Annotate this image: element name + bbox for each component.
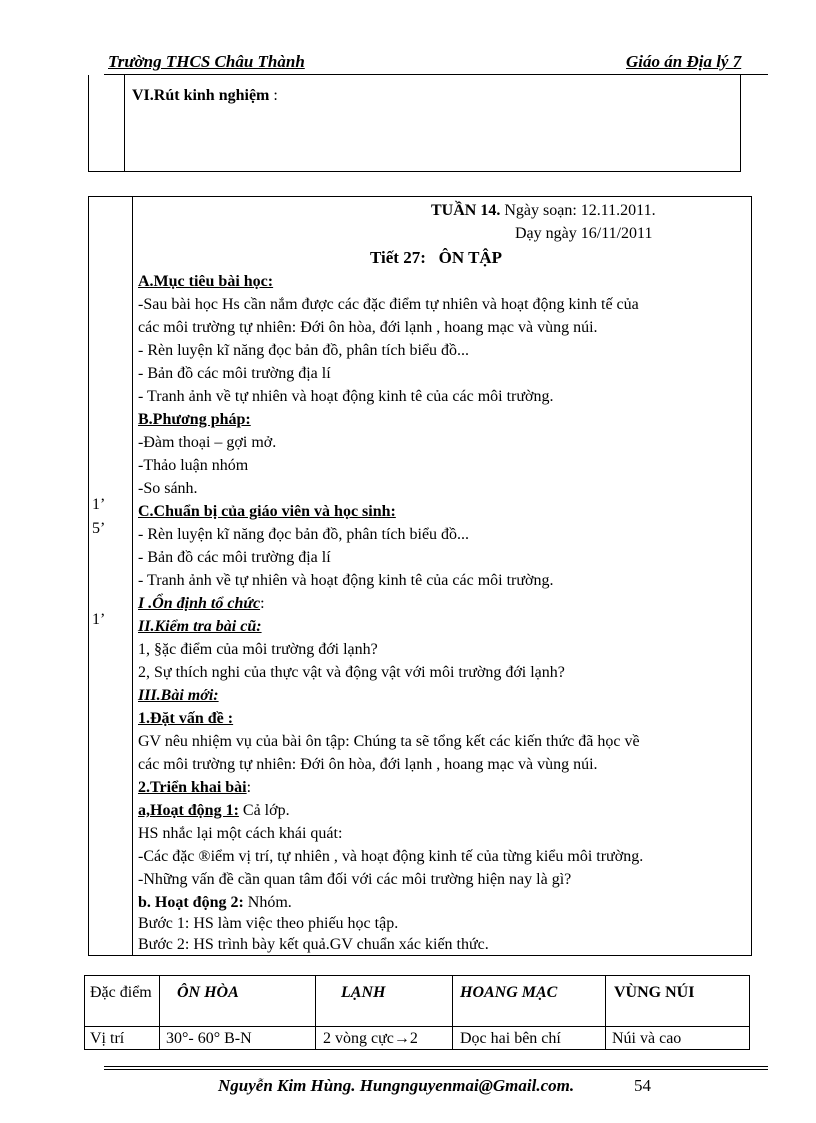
section-a-title: A.Mục tiêu bài học: — [138, 273, 274, 290]
section-b-line: -Thảo luận nhóm — [138, 457, 249, 474]
section-a-line: - Rèn luyện kĩ năng đọc bản đồ, phân tích biểu đồ... — [138, 342, 470, 359]
table-header-cell: HOANG MẠC — [460, 984, 558, 1001]
lesson-divider — [132, 196, 133, 956]
teach-date: Dạy ngày 16/11/2011 — [515, 225, 653, 242]
table-cell: 2 vòng cực→2 — [323, 1030, 418, 1047]
section-ii-title: II.Kiểm tra bài cũ: — [138, 618, 262, 635]
section-a-line: - Tranh ảnh về tự nhiên và hoạt động kinh tê của các môi trường. — [138, 388, 554, 405]
table-cell: Vị trí — [90, 1030, 125, 1047]
table-cell: Dọc hai bên chí — [460, 1030, 561, 1047]
period-line: Tiết 27: ÔN TẬP — [370, 248, 503, 267]
table-col-divider — [452, 975, 453, 1050]
section-c-line: - Rèn luyện kĩ năng đọc bản đồ, phân tích biểu đồ... — [138, 526, 470, 543]
section-ii-line: 1, §ặc điểm của môi trường đới lạnh? — [138, 641, 378, 658]
section-c-title: C.Chuẩn bị của giáo viên và học sinh: — [138, 503, 396, 520]
footer-author: Nguyễn Kim Hùng. Hungnguyenmai@Gmail.com. — [218, 1076, 575, 1095]
table-col-divider — [159, 975, 160, 1050]
activity-2-title: b. Hoạt động 2: Nhóm. — [138, 894, 292, 911]
section-iii-title: III.Bài mới: — [138, 687, 219, 704]
subject-title: Giáo án Địa lý 7 — [626, 52, 742, 71]
subsection-2-title: 2.Triển khai bài: — [138, 779, 252, 796]
section-a-line: - Bản đồ các môi trường địa lí — [138, 365, 331, 382]
time-mark: 5’ — [92, 520, 106, 537]
footer-rule — [104, 1069, 768, 1070]
table-row-divider — [84, 1026, 750, 1027]
section-c-line: - Bản đồ các môi trường địa lí — [138, 549, 331, 566]
activity-1-title: a,Hoạt động 1: Cả lớp. — [138, 802, 290, 819]
subsection-1-line: các môi trường tự nhiên: Đới ôn hòa, đới lạnh , hoang mạc và vùng núi. — [138, 756, 598, 773]
section-c-line: - Tranh ảnh về tự nhiên và hoạt động kinh tê của các môi trường. — [138, 572, 554, 589]
week-line: TUẦN 14. Ngày soạn: 12.11.2011. — [431, 202, 656, 219]
section-a-line: các môi trường tự nhiên: Đới ôn hòa, đới lạnh , hoang mạc và vùng núi. — [138, 319, 598, 336]
prev-section-title: VI.Rút kinh nghiệm : — [132, 87, 278, 104]
activity-2-line: Bước 2: HS trình bày kết quả.GV chuẩn xác kiến thức. — [138, 936, 489, 953]
time-mark: 1’ — [92, 496, 106, 513]
section-i-title: I .Ổn định tổ chức: — [138, 595, 265, 612]
footer-rule — [104, 1066, 768, 1067]
table-cell: Núi và cao — [612, 1030, 682, 1047]
table-cell: 30°- 60° B-N — [166, 1030, 252, 1047]
section-b-line: -So sánh. — [138, 480, 198, 497]
table-header-cell: VÙNG NÚI — [614, 984, 695, 1001]
activity-1-line: -Các đặc ®iểm vị trí, tự nhiên , và hoạt động kinh tế của từng kiểu môi trường. — [138, 848, 644, 865]
table-header-cell: LẠNH — [341, 984, 386, 1001]
activity-2-line: Bước 1: HS làm việc theo phiếu học tập. — [138, 915, 399, 932]
section-a-line: -Sau bài học Hs cần nắm được các đặc điểm tự nhiên và hoạt động kinh tế của — [138, 296, 639, 313]
prev-section-divider — [124, 75, 125, 172]
activity-1-line: -Những vấn đề cần quan tâm đối với các môi trường hiện nay là gì? — [138, 871, 572, 888]
section-ii-line: 2, Sự thích nghi của thực vật và động vật với môi trường đới lạnh? — [138, 664, 565, 681]
table-col-divider — [315, 975, 316, 1050]
section-b-title: B.Phương pháp: — [138, 411, 251, 428]
table-header-cell: Đặc điểm — [90, 984, 152, 1001]
page-number: 54 — [634, 1076, 651, 1095]
time-mark: 1’ — [92, 611, 106, 628]
subsection-1-line: GV nêu nhiệm vụ của bài ôn tập: Chúng ta sẽ tổng kết các kiến thức đã học về — [138, 733, 640, 750]
table-col-divider — [605, 975, 606, 1050]
school-name: Trường THCS Châu Thành — [108, 52, 305, 71]
activity-1-line: HS nhắc lại một cách khái quát: — [138, 825, 343, 842]
section-b-line: -Đàm thoại – gợi mở. — [138, 434, 277, 451]
table-header-cell: ÔN HÒA — [177, 984, 239, 1001]
subsection-1-title: 1.Đặt vấn đề : — [138, 710, 234, 727]
